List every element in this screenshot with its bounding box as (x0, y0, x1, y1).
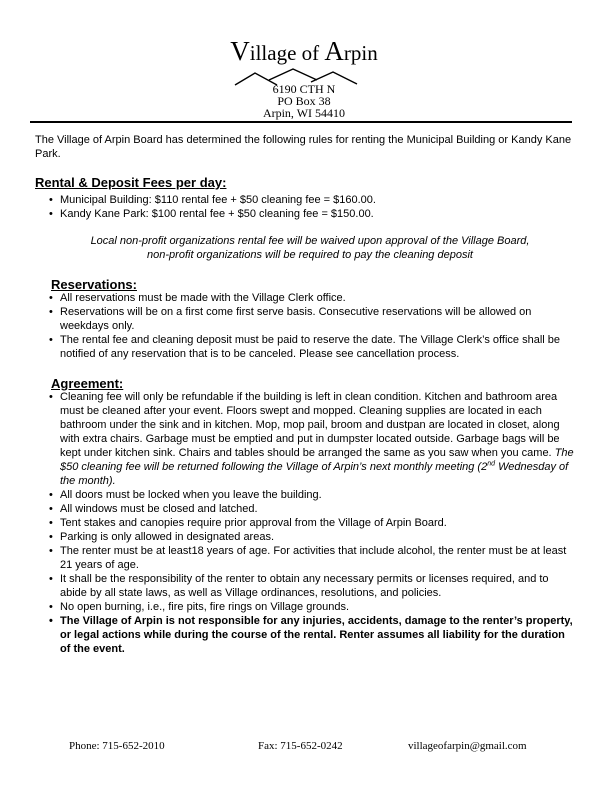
address-line: Arpin, WI 54410 (262, 106, 346, 120)
cleaning-refund-note-end: Wednesday of the month). (60, 461, 569, 487)
nonprofit-line: non-profit organizations will be required to pay the cleaning deposit (147, 249, 473, 261)
footer-phone: Phone: 715-652-2010 (69, 740, 165, 752)
nonprofit-note (40, 234, 580, 262)
list-item: • Tent stakes and canopies require prior approval from the Village of Arpin Board. (46, 516, 576, 530)
letterhead-address (0, 83, 608, 119)
liability-item: • The Village of Arpin is not responsible for any injuries, accidents, damage to the renter’s property, or legal actions while during the course of the rental. Renter assumes all liability for the duration of the event. (46, 614, 576, 656)
list-item: • Kandy Kane Park: $100 rental fee + $50 cleaning fee = $150.00. (46, 207, 576, 221)
ordinal-suffix: nd (487, 460, 496, 468)
reservations-heading: Reservations: (51, 277, 137, 292)
list-item: • All reservations must be made with the Village Clerk office. (46, 291, 576, 305)
header-divider (30, 121, 572, 123)
list-item: • Municipal Building: $110 rental fee + $50 cleaning fee = $160.00. (46, 193, 576, 207)
list-item: • Parking is only allowed in designated areas. (46, 530, 576, 544)
reservations-list (46, 291, 576, 361)
footer-email: villageofarpin@gmail.com (408, 740, 527, 752)
address-line: PO Box 38 (277, 94, 331, 108)
address-line: 6190 CTH N (272, 82, 336, 96)
list-item: • Reservations will be on a first come first serve basis. Consecutive reservations will be allowed on weekdays only. (46, 305, 576, 333)
village-logo-title: Village of Arpin (230, 36, 378, 66)
cleaning-text: Cleaning fee will only be refundable if the building is left in clean condition. Kitchen and bathroom area must be cleaned after your event. Floors swept and mopped. Cleaning supplies are located in each bathroom under the sink and in kitchen. Mop, mop pail, broom and dustpan are located in closet, along with extra chairs. Garbage must be emptied and put in dumpster located outside. Garbage bags will be kept under kitchen sink. Chairs and tables should be arranged the same as you saw when you came. (60, 391, 560, 459)
list-item: • It shall be the responsibility of the renter to obtain any necessary permits or licenses required, and to abide by all state laws, as well as Village ordinances, resolutions, and policies. (46, 572, 576, 600)
intro-paragraph: The Village of Arpin Board has determined the following rules for renting the Municipal Building or Kandy Kane Park. (35, 134, 572, 160)
nonprofit-line: Local non-profit organizations rental fee will be waived upon approval of the Village Board, (90, 235, 530, 247)
fees-heading: Rental & Deposit Fees per day: (35, 175, 227, 190)
fees-list (46, 193, 576, 221)
cleaning-refund-note: The $50 cleaning fee will be returned following the Village of Arpin’s next monthly meeting (2 (60, 447, 574, 473)
list-item: • The rental fee and cleaning deposit must be paid to reserve the date. The Village Clerk’s office shall be notified of any reservation that is to be canceled. Please see cancellation process. (46, 333, 576, 361)
agreement-list (46, 390, 576, 656)
list-item: • No open burning, i.e., fire pits, fire rings on Village grounds. (46, 600, 576, 614)
footer-fax: Fax: 715-652-0242 (258, 740, 343, 752)
agreement-heading: Agreement: (51, 376, 124, 391)
list-item: • The renter must be at least18 years of age. For activities that include alcohol, the renter must be at least 21 years of age. (46, 544, 576, 572)
list-item: • All windows must be closed and latched. (46, 502, 576, 516)
list-item: • All doors must be locked when you leave the building. (46, 488, 576, 502)
list-item (46, 390, 576, 488)
